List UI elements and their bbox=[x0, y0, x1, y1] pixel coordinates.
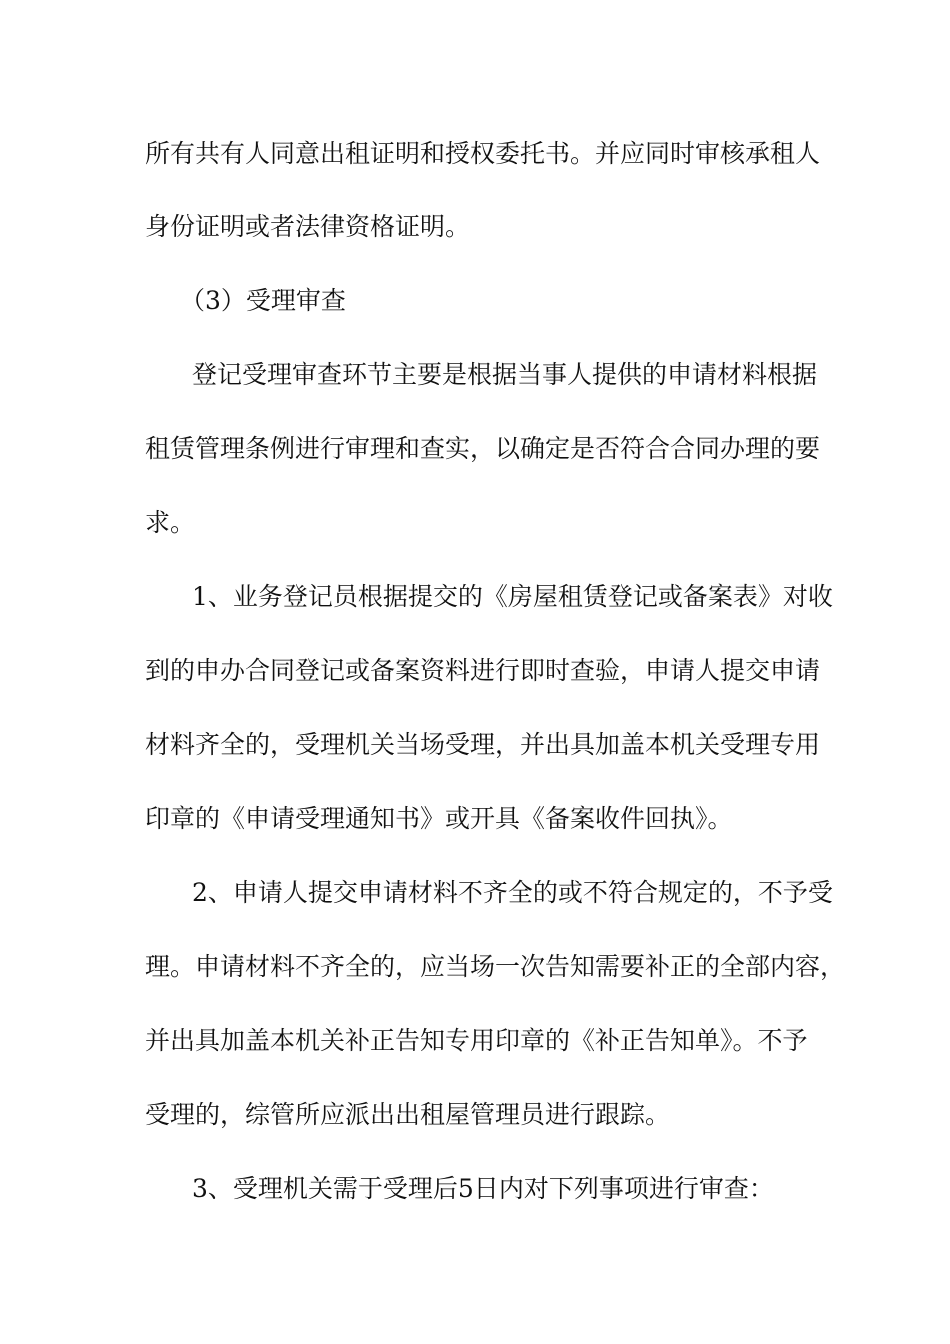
body-text-line: 并出具加盖本机关补正告知专用印章的《补正告知单》。不予 bbox=[145, 1026, 808, 1055]
body-text-line: 所有共有人同意出租证明和授权委托书。并应同时审核承租人 bbox=[145, 139, 821, 168]
body-text-line: 租赁管理条例进行审理和查实，以确定是否符合合同办理的要 bbox=[145, 434, 821, 463]
body-text-line: 求。 bbox=[145, 508, 196, 537]
body-text-line: 印章的《申请受理通知书》或开具《备案收件回执》。 bbox=[145, 804, 733, 833]
body-text-line: 身份证明或者法律资格证明。 bbox=[145, 212, 471, 241]
body-text-line: 材料齐全的，受理机关当场受理，并出具加盖本机关受理专用 bbox=[145, 730, 821, 759]
paragraph-first-line: 登记受理审查环节主要是根据当事人提供的申请材料根据 bbox=[192, 360, 818, 389]
list-item-1-first-line: 1、业务登记员根据提交的《房屋租赁登记或备案表》对收 bbox=[192, 582, 833, 611]
list-item-3-first-line: 3、受理机关需于受理后5日内对下列事项进行审查： bbox=[192, 1174, 774, 1203]
body-text-line: 受理的，综管所应派出出租屋管理员进行跟踪。 bbox=[145, 1100, 671, 1129]
body-text-line: 到的申办合同登记或备案资料进行即时查验，申请人提交申请 bbox=[145, 656, 821, 685]
body-text-line: 理。申请材料不齐全的，应当场一次告知需要补正的全部内容， bbox=[145, 952, 846, 981]
list-item-2-first-line: 2、申请人提交申请材料不齐全的或不符合规定的，不予受 bbox=[192, 878, 833, 907]
section-heading: （3）受理审查 bbox=[180, 286, 346, 315]
